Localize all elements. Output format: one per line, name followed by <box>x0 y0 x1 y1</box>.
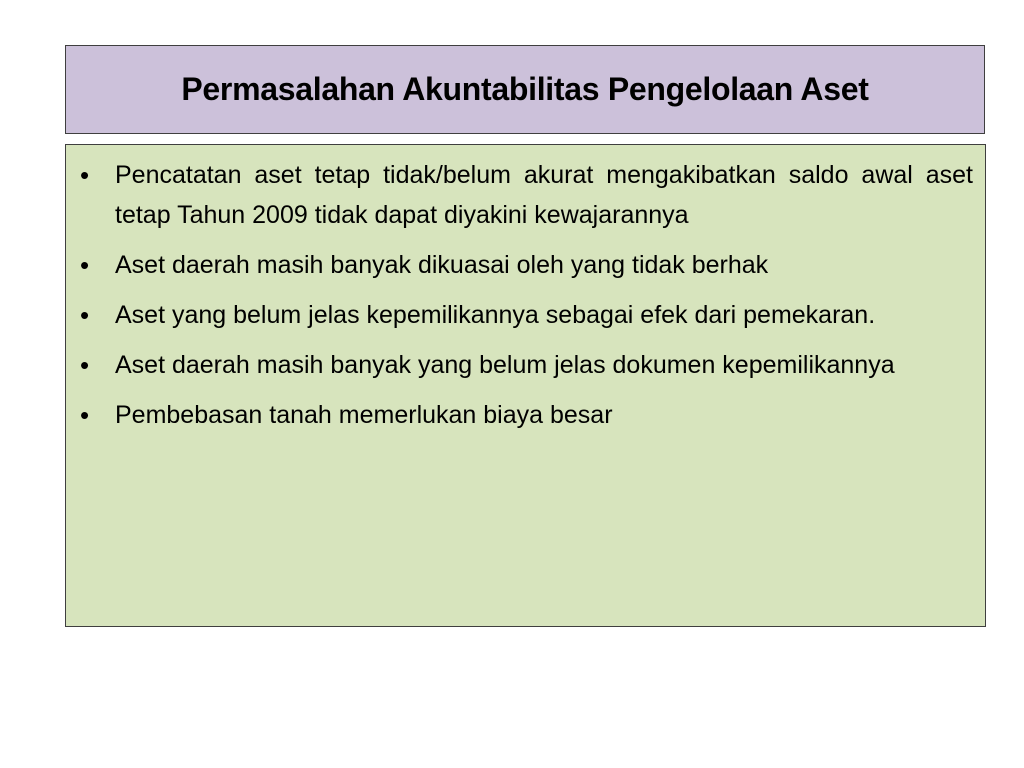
bullet-icon: • <box>80 300 90 330</box>
bullet-icon: • <box>80 350 90 380</box>
list-item <box>78 345 973 385</box>
list-item <box>78 245 973 285</box>
bullet-list <box>78 155 973 435</box>
bullet-text: Pencatatan aset tetap tidak/belum akurat mengakibatkan saldo awal aset tetap Tahun 2009 tidak dapat diyakini kewajarannya <box>115 161 973 229</box>
bullet-text: Aset yang belum jelas kepemilikannya sebagai efek dari pemekaran. <box>115 301 876 329</box>
bullet-icon: • <box>80 400 90 430</box>
content-box <box>65 144 986 627</box>
bullet-icon: • <box>80 250 90 280</box>
bullet-text: Aset daerah masih banyak yang belum jelas dokumen kepemilikannya <box>115 351 895 379</box>
list-item <box>78 395 973 435</box>
bullet-text: Pembebasan tanah memerlukan biaya besar <box>115 401 613 429</box>
title-box <box>65 45 985 134</box>
list-item <box>78 155 973 235</box>
bullet-text: Aset daerah masih banyak dikuasai oleh yang tidak berhak <box>115 251 769 279</box>
slide-title: Permasalahan Akuntabilitas Pengelolaan Aset <box>181 71 869 107</box>
bullet-icon: • <box>80 160 90 190</box>
list-item <box>78 295 973 335</box>
